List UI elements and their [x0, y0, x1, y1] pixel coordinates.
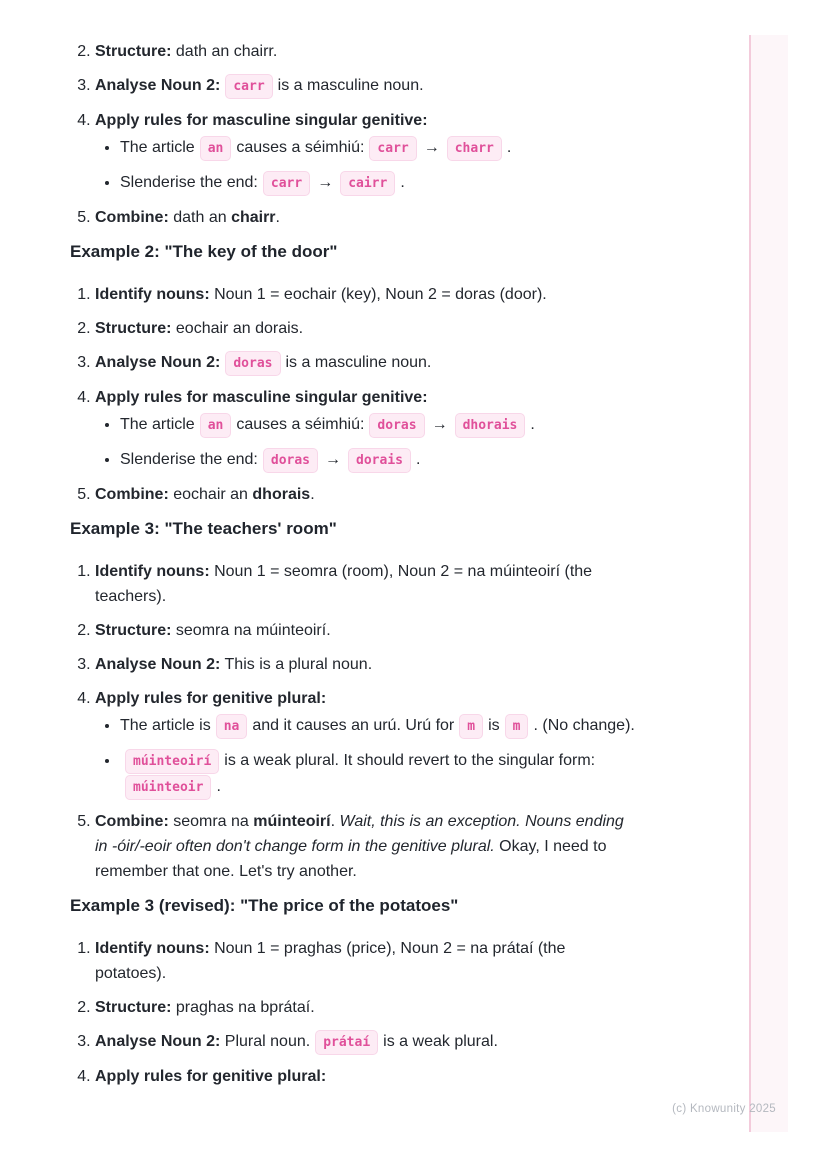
code-chip: doras — [369, 413, 424, 438]
step-item — [95, 385, 682, 473]
arrow-icon: → — [325, 451, 342, 468]
step-item — [95, 936, 682, 986]
bold-text: Analyse Noun 2: — [95, 1033, 221, 1050]
code-chip: charr — [447, 136, 502, 161]
code-chip: na — [216, 714, 248, 739]
body-text: . — [275, 209, 280, 226]
step-item — [95, 559, 682, 609]
body-text: . — [415, 451, 421, 468]
notes-content — [70, 39, 682, 1098]
body-text: Noun 1 = eochair (key), Noun 2 = doras (door). — [209, 286, 547, 303]
bold-text: Combine: — [95, 813, 169, 830]
body-text: is a masculine noun. — [277, 77, 424, 94]
example-heading: Example 3 (revised): "The price of the potatoes" — [70, 896, 459, 915]
steps-list — [70, 936, 682, 1089]
body-text: causes a séimhiú: — [236, 416, 365, 433]
sub-bullets — [95, 713, 682, 800]
code-chip: dhorais — [455, 413, 526, 438]
bold-text: chairr — [231, 209, 276, 226]
body-text: Noun 1 = praghas (price), Noun 2 = na prátaí (the — [209, 940, 566, 957]
step-text — [95, 936, 682, 986]
code-chip: m — [505, 714, 529, 739]
bold-text: dhorais — [252, 486, 311, 503]
body-text: . — [330, 813, 340, 830]
body-text: teachers). — [95, 588, 167, 605]
body-text: seomra na múinteoirí. — [171, 622, 331, 639]
step-item — [95, 282, 682, 307]
bold-text: Structure: — [95, 43, 172, 60]
italic-text: in -óir/-eoir often don't change form in the genitive plural. — [95, 838, 495, 855]
body-text: This is a plural noun. — [220, 656, 373, 673]
body-text: The article — [120, 139, 195, 156]
code-chip: múinteoir — [125, 775, 211, 800]
step-item — [95, 1064, 682, 1089]
step-text — [95, 108, 682, 133]
body-text: . — [400, 174, 405, 191]
body-text: . (No change). — [533, 717, 635, 734]
step-text — [95, 995, 682, 1020]
body-text: Okay, I need to — [494, 838, 607, 855]
step-item — [95, 1029, 682, 1055]
body-text: is a weak plural. It should revert to the singular form: — [224, 752, 596, 769]
bold-text: Structure: — [95, 999, 172, 1016]
body-text: . — [216, 778, 221, 795]
arrow-icon: → — [431, 416, 448, 433]
body-text: Slenderise the end: — [120, 174, 258, 191]
code-chip: an — [200, 413, 232, 438]
body-text: Slenderise the end: — [120, 451, 258, 468]
step-item — [95, 73, 682, 99]
bold-text: Identify nouns: — [95, 563, 210, 580]
step-item — [95, 995, 682, 1020]
body-text: dath an chairr. — [171, 43, 278, 60]
bold-text: Apply rules for masculine singular genitive: — [95, 112, 428, 129]
step-text — [95, 1029, 682, 1055]
step-text — [95, 482, 682, 507]
step-item — [95, 205, 682, 230]
step-text — [95, 205, 682, 230]
body-text: causes a séimhiú: — [236, 139, 365, 156]
step-item — [95, 350, 682, 376]
step-item — [95, 686, 682, 800]
bold-text: Analyse Noun 2: — [95, 354, 221, 371]
body-text: and it causes an urú. Urú for — [252, 717, 455, 734]
bold-text: Structure: — [95, 320, 172, 337]
step-item — [95, 809, 682, 884]
bold-text: Identify nouns: — [95, 286, 210, 303]
step-item — [95, 39, 682, 64]
bold-text: Apply rules for genitive plural: — [95, 1068, 327, 1085]
code-chip: cairr — [340, 171, 395, 196]
arrow-icon: → — [317, 174, 334, 191]
bullet-item — [120, 170, 682, 196]
step-item — [95, 108, 682, 196]
body-text: The article is — [120, 717, 211, 734]
body-text: Plural noun. — [220, 1033, 311, 1050]
example-heading: Example 2: "The key of the door" — [70, 242, 338, 261]
bullet-item — [120, 412, 682, 438]
bullet-item — [120, 135, 682, 161]
code-chip: carr — [369, 136, 416, 161]
bold-text: Combine: — [95, 486, 169, 503]
code-chip: an — [200, 136, 232, 161]
bold-text: Combine: — [95, 209, 169, 226]
code-chip: prátaí — [315, 1030, 378, 1055]
body-text: potatoes). — [95, 965, 167, 982]
bullet-item — [120, 748, 682, 800]
step-text — [95, 652, 682, 677]
body-text: The article — [120, 416, 195, 433]
step-text — [95, 618, 682, 643]
bullet-item — [120, 713, 682, 739]
italic-text: Wait, this is an exception. Nouns ending — [339, 813, 624, 830]
body-text: Noun 1 = seomra (room), Noun 2 = na múinteoirí (the — [209, 563, 593, 580]
sub-bullets — [95, 412, 682, 473]
page-margin-line — [749, 35, 751, 1132]
step-text — [95, 39, 682, 64]
body-text: eochair an dorais. — [171, 320, 304, 337]
bold-text: múinteoirí — [253, 813, 331, 830]
body-text: remember that one. Let's try another. — [95, 863, 357, 880]
steps-list — [70, 559, 682, 884]
steps-list — [70, 282, 682, 507]
step-text — [95, 809, 682, 884]
step-text — [95, 316, 682, 341]
code-chip: m — [459, 714, 483, 739]
bold-text: Analyse Noun 2: — [95, 656, 221, 673]
step-text — [95, 73, 682, 99]
copyright-footer: (c) Knowunity 2025 — [672, 1103, 776, 1115]
code-chip: doras — [263, 448, 318, 473]
step-item — [95, 652, 682, 677]
bold-text: Apply rules for masculine singular genitive: — [95, 389, 428, 406]
steps-list — [70, 39, 682, 230]
step-text — [95, 385, 682, 410]
page-margin-band — [750, 35, 788, 1132]
bold-text: Analyse Noun 2: — [95, 77, 221, 94]
step-text — [95, 559, 682, 609]
body-text: is a masculine noun. — [285, 354, 432, 371]
step-text — [95, 282, 682, 307]
body-text: seomra na — [168, 813, 254, 830]
arrow-icon: → — [423, 139, 440, 156]
code-chip: doras — [225, 351, 280, 376]
code-chip: múinteoirí — [125, 749, 219, 774]
bullet-item — [120, 447, 682, 473]
code-chip: dorais — [348, 448, 411, 473]
sub-bullets — [95, 135, 682, 196]
body-text: is a weak plural. — [383, 1033, 498, 1050]
step-item — [95, 316, 682, 341]
body-text: dath an — [168, 209, 232, 226]
bold-text: Identify nouns: — [95, 940, 210, 957]
body-text: eochair an — [168, 486, 253, 503]
body-text: . — [506, 139, 512, 156]
step-item — [95, 618, 682, 643]
step-item — [95, 482, 682, 507]
body-text: . — [530, 416, 535, 433]
step-text — [95, 350, 682, 376]
code-chip: carr — [225, 74, 272, 99]
example-heading: Example 3: "The teachers' room" — [70, 519, 337, 538]
body-text: is — [488, 717, 500, 734]
body-text: praghas na bprátaí. — [171, 999, 315, 1016]
bold-text: Structure: — [95, 622, 172, 639]
step-text — [95, 1064, 682, 1089]
bold-text: Apply rules for genitive plural: — [95, 690, 327, 707]
step-text — [95, 686, 682, 711]
code-chip: carr — [263, 171, 310, 196]
body-text: . — [310, 486, 315, 503]
